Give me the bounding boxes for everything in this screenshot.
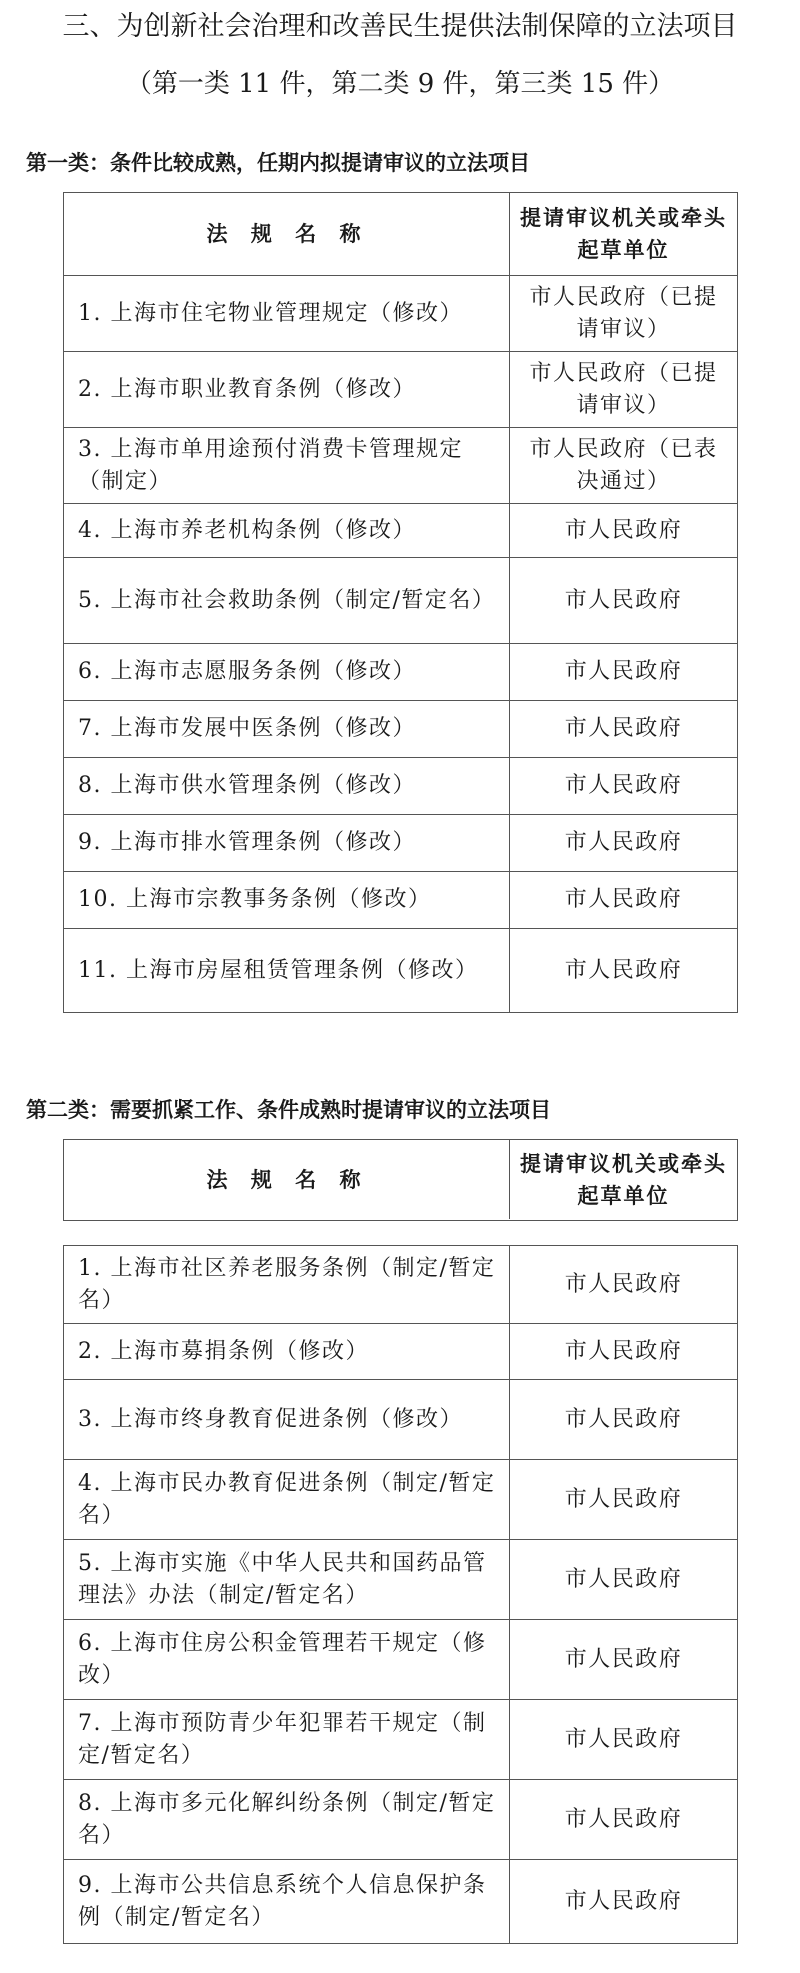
- law-org: 市人民政府（已提请审议）: [529, 284, 718, 342]
- law-name: 6. 上海市住房公积金管理若干规定（修改）: [64, 1620, 510, 1699]
- page-subtitle: （第一类 11 件，第二类 9 件，第三类 15 件）: [125, 69, 675, 99]
- table-row: [64, 503, 737, 557]
- table-row: [64, 1699, 737, 1779]
- section2-header-table: [63, 1139, 738, 1221]
- law-name: 9. 上海市公共信息系统个人信息保护条例（制定/暂定名）: [64, 1860, 510, 1943]
- law-name: 5. 上海市社会救助条例（制定/暂定名）: [64, 558, 510, 643]
- law-org: 市人民政府: [564, 716, 683, 741]
- law-org: 市人民政府: [564, 587, 683, 613]
- law-name: 10. 上海市宗教事务条例（修改）: [64, 872, 510, 928]
- law-name: 7. 上海市预防青少年犯罪若干规定（制定/暂定名）: [64, 1700, 510, 1779]
- table-row: [64, 1619, 737, 1699]
- law-org: 市人民政府: [564, 957, 683, 983]
- header-name: 法 规 名 称: [64, 193, 510, 275]
- header-name: 法 规 名 称: [64, 1140, 510, 1219]
- law-name: 4. 上海市养老机构条例（修改）: [64, 504, 510, 557]
- table-row: [64, 1323, 737, 1379]
- law-org: 市人民政府: [564, 1888, 683, 1914]
- law-org: 市人民政府: [564, 1406, 683, 1432]
- table-row: [64, 1459, 737, 1539]
- table-header-row: [64, 1140, 737, 1219]
- law-name: 7. 上海市发展中医条例（修改）: [64, 701, 510, 757]
- law-org: 市人民政府: [564, 1486, 683, 1512]
- law-org: 市人民政府: [564, 1566, 683, 1592]
- law-name: 11. 上海市房屋租赁管理条例（修改）: [64, 929, 510, 1012]
- table-row: [64, 757, 737, 814]
- page-title: 三、为创新社会治理和改善民生提供法制保障的立法项目: [62, 11, 738, 42]
- law-org: 市人民政府: [564, 887, 683, 912]
- law-name: 3. 上海市终身教育促进条例（修改）: [64, 1380, 510, 1459]
- law-org: 市人民政府（已表决通过）: [529, 436, 718, 494]
- law-name: 8. 上海市多元化解纠纷条例（制定/暂定名）: [64, 1780, 510, 1859]
- table-row: [64, 871, 737, 928]
- section1-heading: 第一类：条件比较成熟，任期内拟提请审议的立法项目: [26, 150, 530, 175]
- law-name: 5. 上海市实施《中华人民共和国药品管理法》办法（制定/暂定名）: [64, 1540, 510, 1619]
- law-org: 市人民政府: [564, 1338, 683, 1364]
- law-name: 9. 上海市排水管理条例（修改）: [64, 815, 510, 871]
- law-org: 市人民政府: [564, 1806, 683, 1832]
- law-name: 2. 上海市募捐条例（修改）: [64, 1324, 510, 1379]
- law-org: 市人民政府: [564, 1271, 683, 1297]
- law-name: 1. 上海市社区养老服务条例（制定/暂定名）: [64, 1246, 510, 1323]
- table-row: [64, 351, 737, 427]
- table-row: [64, 427, 737, 503]
- table-row: [64, 1859, 737, 1943]
- table-row: [64, 1379, 737, 1459]
- law-org: 市人民政府: [564, 830, 683, 855]
- law-name: 2. 上海市职业教育条例（修改）: [64, 352, 510, 427]
- table-row: [64, 557, 737, 643]
- table-row: [64, 928, 737, 1012]
- table-row: [64, 700, 737, 757]
- law-org: 市人民政府: [564, 1646, 683, 1672]
- law-org: 市人民政府（已提请审议）: [529, 360, 718, 418]
- law-name: 4. 上海市民办教育促进条例（制定/暂定名）: [64, 1460, 510, 1539]
- table-row: [64, 1779, 737, 1859]
- section1-header-table: [63, 192, 738, 1013]
- table-row: [64, 643, 737, 700]
- law-name: 3. 上海市单用途预付消费卡管理规定（制定）: [64, 428, 510, 503]
- law-org: 市人民政府: [564, 1726, 683, 1752]
- table-row: [64, 275, 737, 351]
- law-org: 市人民政府: [564, 773, 683, 798]
- law-org: 市人民政府: [564, 659, 683, 684]
- section2-table: [63, 1245, 738, 1944]
- table-row: [64, 814, 737, 871]
- law-name: 6. 上海市志愿服务条例（修改）: [64, 644, 510, 700]
- header-org: 提请审议机关或牵头起草单位: [520, 1151, 727, 1208]
- law-name: 1. 上海市住宅物业管理规定（修改）: [64, 276, 510, 351]
- header-org: 提请审议机关或牵头起草单位: [520, 206, 727, 262]
- section2-heading: 第二类：需要抓紧工作、条件成熟时提请审议的立法项目: [26, 1097, 551, 1122]
- table-row: [64, 1246, 737, 1323]
- law-name: 8. 上海市供水管理条例（修改）: [64, 758, 510, 814]
- law-org: 市人民政府: [564, 517, 683, 543]
- table-header-row: [64, 193, 737, 275]
- table-row: [64, 1539, 737, 1619]
